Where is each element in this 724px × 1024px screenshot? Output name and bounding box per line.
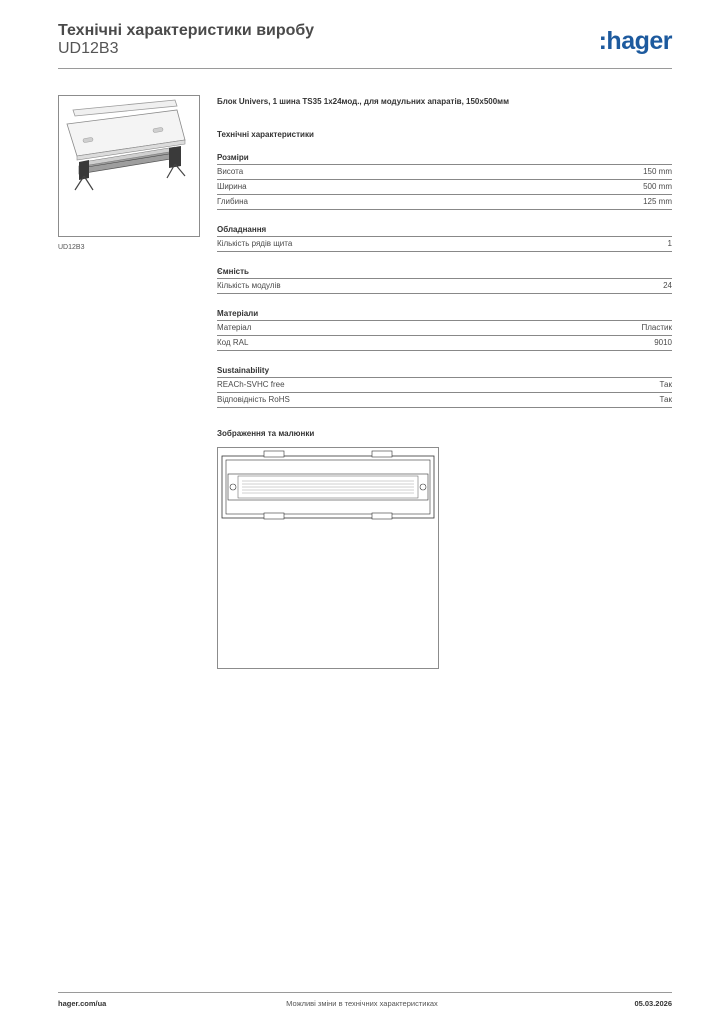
- spec-table: [217, 164, 672, 210]
- spec-group-capacity: [217, 266, 672, 294]
- spec-table: [217, 320, 672, 351]
- spec-content: [217, 96, 672, 669]
- specs-heading: Технічні характеристики: [217, 130, 314, 139]
- spec-label: Кількість модулів: [217, 281, 281, 290]
- spec-label: Матеріал: [217, 323, 252, 332]
- product-illustration: [59, 96, 199, 236]
- spec-row: [217, 392, 672, 408]
- hager-logo: :hager: [598, 27, 672, 55]
- technical-drawing: [217, 447, 439, 669]
- spec-row: [217, 236, 672, 252]
- spec-row: [217, 320, 672, 335]
- spec-value: Так: [659, 395, 672, 404]
- spec-row: [217, 335, 672, 351]
- footer-date: 05.03.2026: [634, 999, 672, 1008]
- group-title: Sustainability: [217, 366, 270, 375]
- front-view-drawing: [218, 448, 438, 668]
- spec-row: [217, 377, 672, 392]
- spec-label: Висота: [217, 167, 244, 176]
- spec-row: [217, 278, 672, 294]
- spec-group-sustainability: [217, 365, 672, 408]
- spec-label: Код RAL: [217, 338, 249, 347]
- spec-value: 150 mm: [643, 167, 672, 176]
- spec-group-equipment: [217, 224, 672, 252]
- spec-row: [217, 179, 672, 194]
- spec-value: Пластик: [641, 323, 672, 332]
- spec-label: REACh-SVHC free: [217, 380, 285, 389]
- spec-value: 125 mm: [643, 197, 672, 206]
- footer-divider: [58, 992, 672, 993]
- spec-value: 24: [663, 281, 672, 290]
- product-description: Блок Univers, 1 шина TS35 1x24мод., для модульних апаратів, 150x500мм: [217, 97, 510, 106]
- spec-value: 9010: [654, 338, 672, 347]
- group-title: Розміри: [217, 153, 249, 162]
- spec-table: [217, 278, 672, 294]
- spec-value: 500 mm: [643, 182, 672, 191]
- spec-row: [217, 164, 672, 179]
- product-photo-caption: UD12B3: [58, 244, 85, 251]
- header-divider: [58, 68, 672, 69]
- group-title: Ємність: [217, 267, 249, 276]
- footer-website-link[interactable]: hager.com/ua: [58, 999, 107, 1008]
- spec-label: Відповідність RoHS: [217, 395, 290, 404]
- spec-row: [217, 194, 672, 210]
- spec-group-materials: [217, 308, 672, 351]
- group-title: Обладнання: [217, 225, 267, 234]
- product-photo: [58, 95, 200, 237]
- spec-label: Глибина: [217, 197, 248, 206]
- spec-group-dimensions: [217, 152, 672, 210]
- spec-value: Так: [659, 380, 672, 389]
- spec-value: 1: [667, 239, 672, 248]
- spec-table: [217, 377, 672, 408]
- group-title: Матеріали: [217, 309, 259, 318]
- product-code: UD12B3: [58, 40, 119, 57]
- spec-table: [217, 236, 672, 252]
- spec-label: Кількість рядів щита: [217, 239, 293, 248]
- footer-disclaimer: Можливі зміни в технічних характеристиках: [286, 999, 438, 1008]
- images-heading: Зображення та малюнки: [217, 429, 315, 438]
- spec-label: Ширина: [217, 182, 247, 191]
- page-title: Технічні характеристики виробу: [58, 22, 314, 39]
